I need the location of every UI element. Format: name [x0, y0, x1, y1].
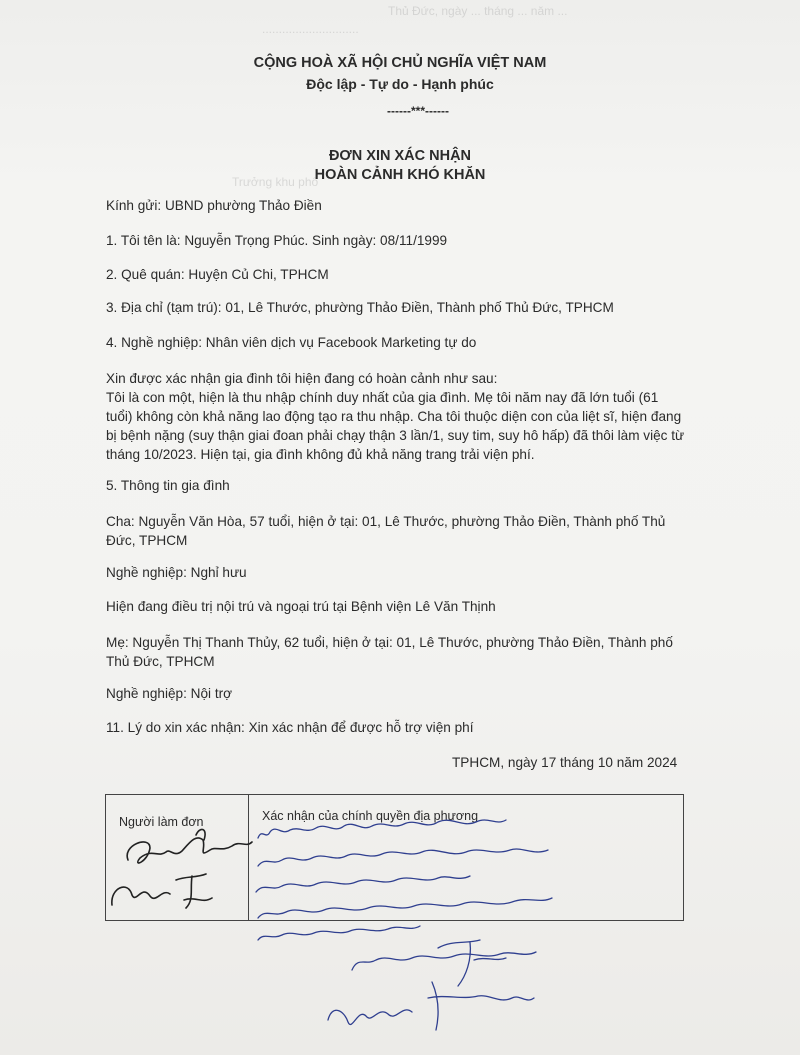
bleed-through-text: Trưởng khu phố — [232, 175, 319, 189]
applicant-signature — [112, 829, 252, 908]
father-occupation: Nghề nghiệp: Nghỉ hưu — [106, 565, 247, 580]
mother-occupation: Nghề nghiệp: Nội trợ — [106, 686, 233, 701]
authority-label: Xác nhận của chính quyền địa phương — [262, 809, 479, 823]
item-name: 1. Tôi tên là: Nguyễn Trọng Phúc. Sinh ngày: 08/11/1999 — [106, 233, 448, 248]
recipient: Kính gửi: UBND phường Thảo Điền — [106, 198, 322, 213]
mother-info: Mẹ: Nguyễn Thị Thanh Thủy, 62 tuổi, hiện ở tại: 01, Lê Thước, phường Thảo Điền, Thành phố Thủ Đức, TPHCM — [106, 635, 673, 669]
bleed-through-text: ............................. — [262, 22, 359, 36]
item-family-heading: 5. Thông tin gia đình — [106, 478, 230, 493]
item-hometown: 2. Quê quán: Huyện Củ Chi, TPHCM — [106, 267, 329, 282]
situation-paragraph: Tôi là con một, hiện là thu nhập chính duy nhất của gia đình. Mẹ tôi năm nay đã lớn tuổi (61 tuổi) không còn khả năng lao động tạo ra thu nhập. Cha tôi thuộc diện con của liệt sĩ, hiện đang bị bệnh nặng (suy thận giai đoan phải chạy thận 3 lần/1, suy tim, suy hô hấp) đã thôi làm việc từ tháng 10/2023. Hiện tại, gia đình không đủ khả năng trang trải viện phí. — [106, 390, 685, 462]
item-address: 3. Địa chỉ (tạm trú): 01, Lê Thước, phường Thảo Điền, Thành phố Thủ Đức, TPHCM — [106, 300, 614, 315]
father-treatment: Hiện đang điều trị nội trú và ngoại trú tại Bệnh viện Lê Văn Thịnh — [106, 599, 496, 614]
separator: ------***------ — [387, 104, 449, 118]
national-title: CỘNG HOÀ XÃ HỘI CHỦ NGHĨA VIỆT NAM — [253, 55, 547, 71]
reason: 11. Lý do xin xác nhận: Xin xác nhận để được hỗ trợ viện phí — [106, 720, 474, 735]
date-line: TPHCM, ngày 17 tháng 10 năm 2024 — [452, 755, 678, 770]
bleed-through-text: Thủ Đức, ngày ... tháng ... năm ... — [388, 4, 568, 18]
authority-handwriting — [256, 820, 552, 1030]
item-occupation: 4. Nghề nghiệp: Nhân viên dịch vụ Facebook Marketing tự do — [106, 335, 477, 350]
father-info: Cha: Nguyễn Văn Hòa, 57 tuổi, hiện ở tại: 01, Lê Thước, phường Thảo Điền, Thành phố Thủ Đức, TPHCM — [106, 514, 666, 548]
title-line-2: HOÀN CẢNH KHÓ KHĂN — [314, 167, 486, 183]
request-line: Xin được xác nhận gia đình tôi hiện đang có hoàn cảnh như sau: — [106, 371, 498, 386]
applicant-label: Người làm đơn — [119, 815, 204, 829]
national-motto: Độc lập - Tự do - Hạnh phúc — [306, 76, 494, 92]
title-line-1: ĐƠN XIN XÁC NHẬN — [328, 148, 472, 164]
